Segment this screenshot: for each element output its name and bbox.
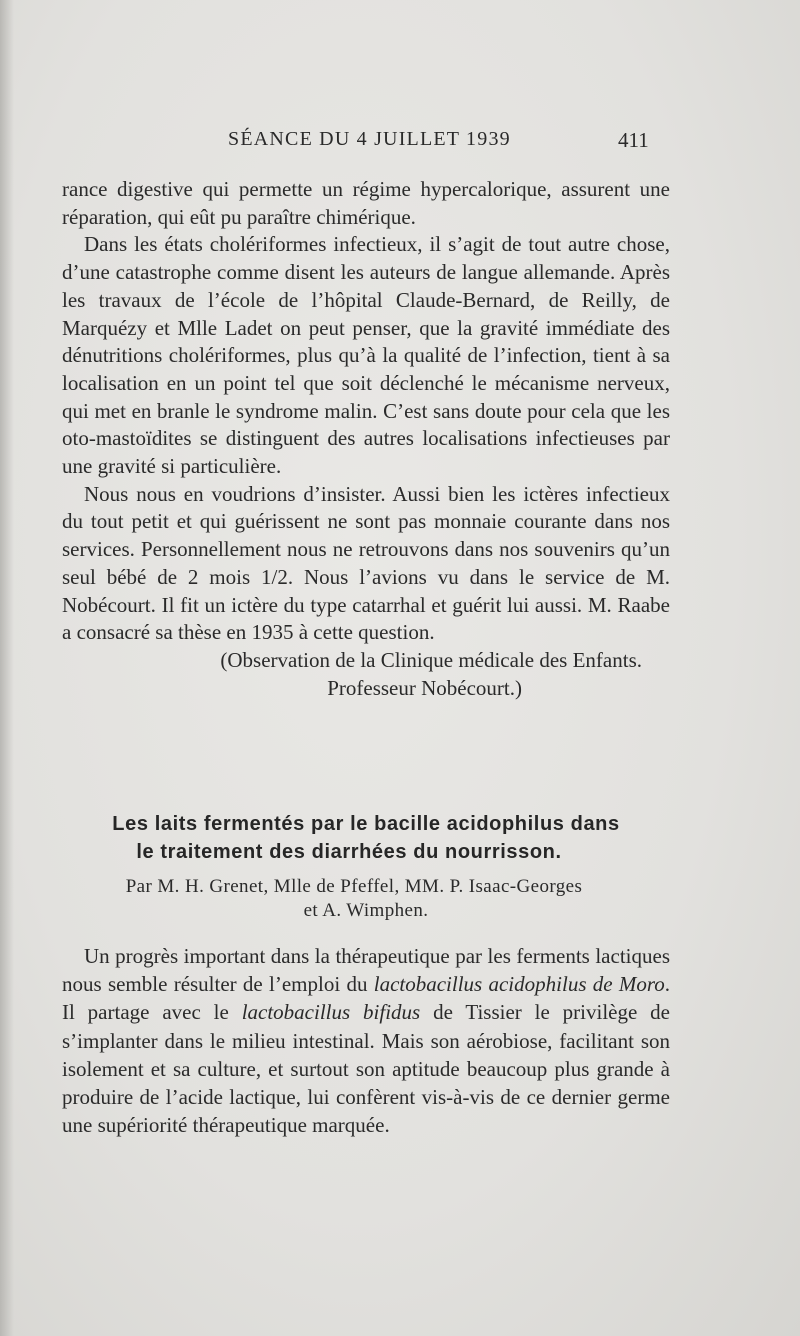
authors: [62, 875, 670, 923]
authors-line-1: Par M. H. Grenet, Mlle de Pfeffel, MM. P. Isaac-Georges: [125, 876, 583, 897]
abstract-text-3: de Tissier le privilège de s’implanter dans le milieu intestinal. Mais son aérobiose, facilitant son isolement et sa culture, et surtout son aptitude beaucoup plus grande à produire de l’acide lactique, lui confèrent vis-à-vis de ce dernier germe une supériorité thérapeutique marquée.: [62, 1000, 670, 1138]
abstract-text: [62, 942, 670, 1139]
observation-line-2: Professeur Nobécourt.): [327, 675, 522, 700]
authors-line-2: et A. Wimphen.: [303, 900, 429, 921]
running-head: SÉANCE DU 4 JUILLET 1939: [228, 128, 511, 150]
page-number: 411: [618, 128, 649, 152]
observation-line-1: (Observation de la Clinique médicale des Enfants.: [220, 647, 642, 672]
body-text: [62, 176, 670, 702]
observation-note: [62, 647, 670, 702]
page-header: [0, 128, 800, 158]
abstract-text-1: Un progrès important dans la thérapeutique par les ferments lactiques nous semble résulter de l’emploi du: [62, 944, 670, 997]
paragraph-2: Dans les états cholériformes infectieux, il s’agit de tout autre chose, d’une catastrophe comme disent les auteurs de langue allemande. Après les travaux de l’école de l’hôpital Claude-Bernard, de Reilly, de Marquézy et Mlle Ladet on peut penser, que la gravité immédiate des dénutritions cholériformes, plus qu’à la qualité de l’infection, tient à sa localisation en un point tel que soit déclenché le mécanisme nerveux, qui met en branle le syndrome malin. C’est sans doute pour cela que les oto-mastoïdites se distinguent des autres localisations infectieuses par une gravité si particulière.: [62, 232, 670, 479]
page-edge-shadow: [0, 0, 14, 1336]
paragraph-3: Nous nous en voudrions d’insister. Aussi bien les ictères infectieux du tout petit et qui guérissent ne sont pas monnaie courante dans nos services. Personnellement nous ne retrouvons dans nos souvenirs qu’un seul bébé de 2 mois 1/2. Nous l’avions vu dans le service de M. Nobécourt. Il fit un ictère du type catarrhal et guérit lui aussi. M. Raabe a consacré sa thèse en 1935 à cette question.: [62, 481, 670, 645]
abstract-paragraph: [62, 942, 670, 1139]
section-title-line-1: Les laits fermentés par le bacille acidophilus dans: [112, 813, 620, 835]
species-name-acidophilus: lactobacillus acidophilus de Moro: [373, 972, 665, 997]
section-title-line-2: le traitement des diarrhées du nourrisson.: [136, 841, 562, 863]
abstract-text-2: . Il partage avec le: [62, 972, 670, 1025]
section-title: [62, 810, 670, 866]
species-name-bifidus: lactobacillus bifidus: [241, 1000, 421, 1025]
paragraph-1: rance digestive qui permette un régime hypercalorique, assurent une réparation, qui eût pu paraître chimérique.: [62, 177, 670, 229]
